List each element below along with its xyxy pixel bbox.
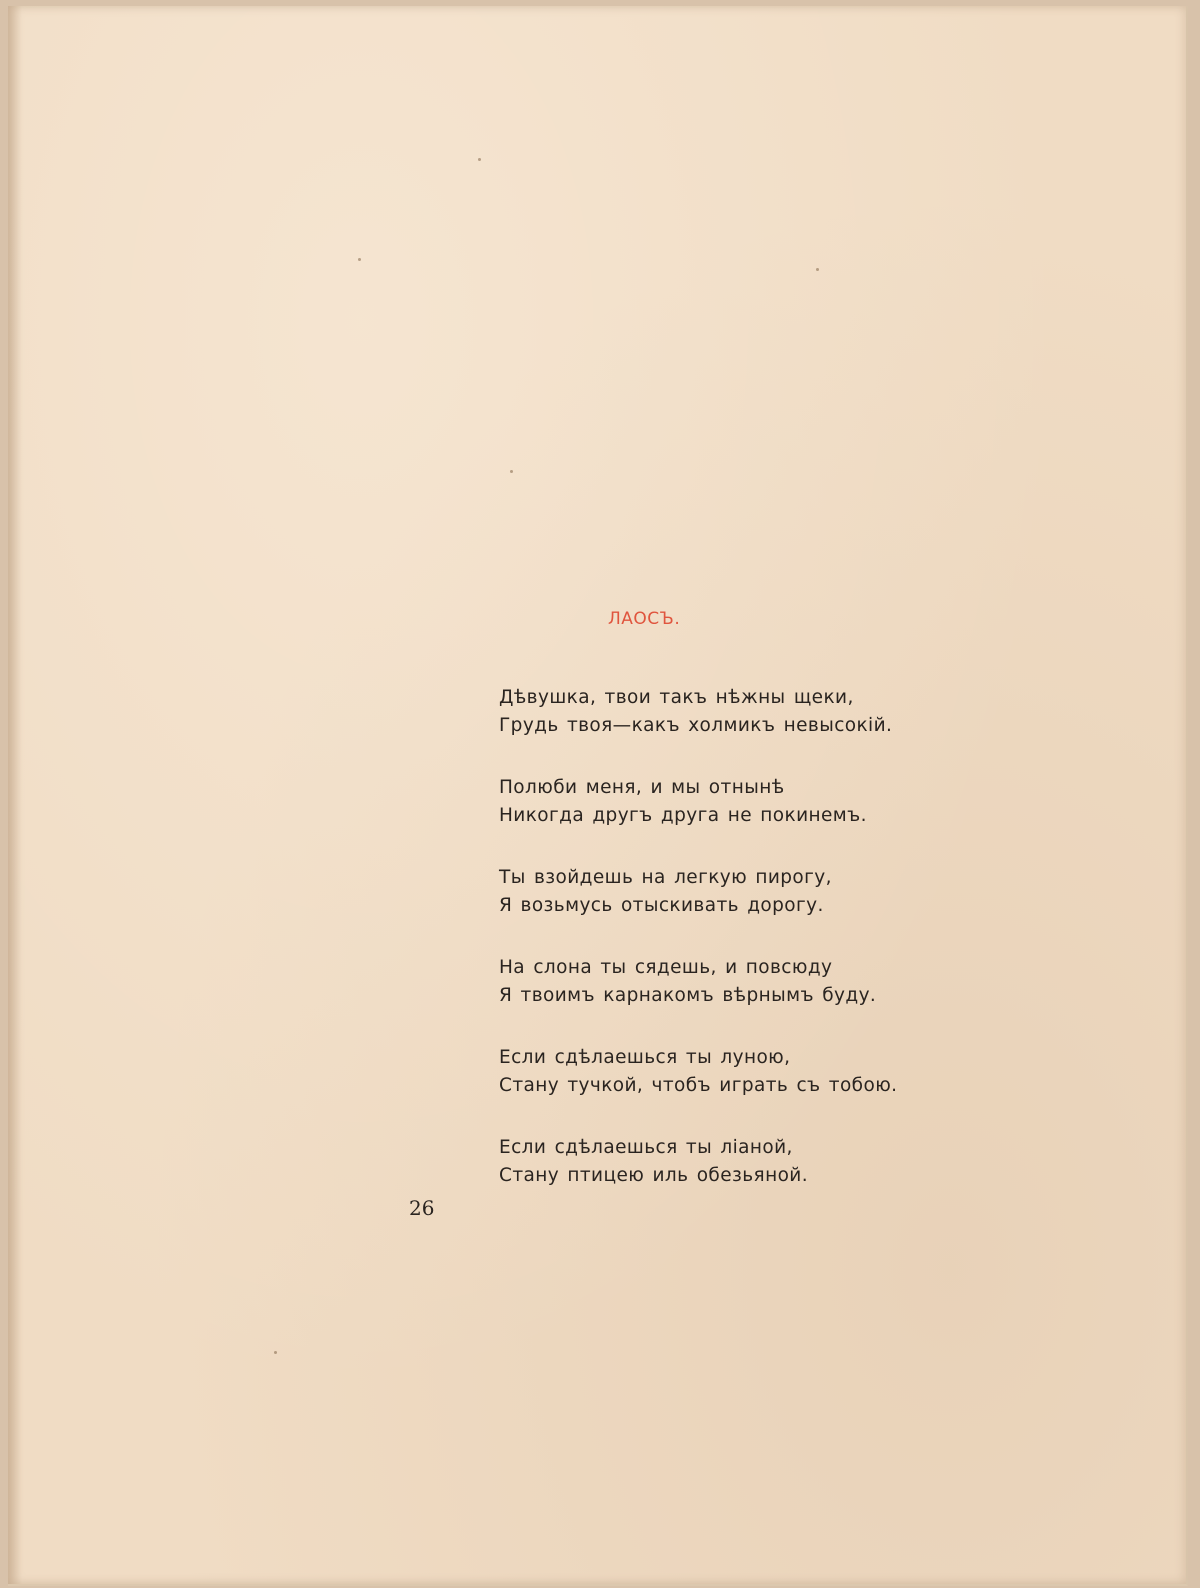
poem-line: Стану птицею иль обезьяной.	[499, 1165, 809, 1186]
stanza	[499, 1134, 1059, 1190]
poem-line: Стану тучкой, чтобъ играть съ тобою.	[499, 1075, 898, 1096]
page-number: 26	[409, 1196, 435, 1220]
poem-body	[499, 684, 1059, 1224]
poem-line: Полюби меня, и мы отнынѣ	[499, 777, 785, 798]
poem-line: Ты взойдешь на легкую пирогу,	[499, 867, 832, 888]
poem-line: Грудь твоя—какъ холмикъ невысокій.	[499, 715, 893, 736]
poem-line: Если сдѣлаешься ты ліаной,	[499, 1137, 793, 1158]
stanza	[499, 954, 1059, 1010]
paper-speck	[510, 470, 513, 473]
paper-speck	[358, 258, 361, 261]
paper-speck	[478, 158, 481, 161]
stanza	[499, 774, 1059, 830]
page-spine-shadow	[8, 6, 22, 1584]
book-page	[8, 6, 1188, 1586]
poem-line: Дѣвушка, твои такъ нѣжны щеки,	[499, 687, 854, 708]
poem-line: На слона ты сядешь, и повсюду	[499, 957, 833, 978]
paper-speck	[274, 1351, 277, 1354]
paper-speck	[816, 268, 819, 271]
poem-title: ЛАОСЪ.	[608, 609, 681, 629]
poem-line: Я твоимъ карнакомъ вѣрнымъ буду.	[499, 985, 877, 1006]
poem-line: Если сдѣлаешься ты луною,	[499, 1047, 791, 1068]
stanza	[499, 684, 1059, 740]
poem-line: Никогда другъ друга не покинемъ.	[499, 805, 867, 826]
stanza	[499, 1044, 1059, 1100]
stanza	[499, 864, 1059, 920]
poem-line: Я возьмусь отыскивать дорогу.	[499, 895, 824, 916]
